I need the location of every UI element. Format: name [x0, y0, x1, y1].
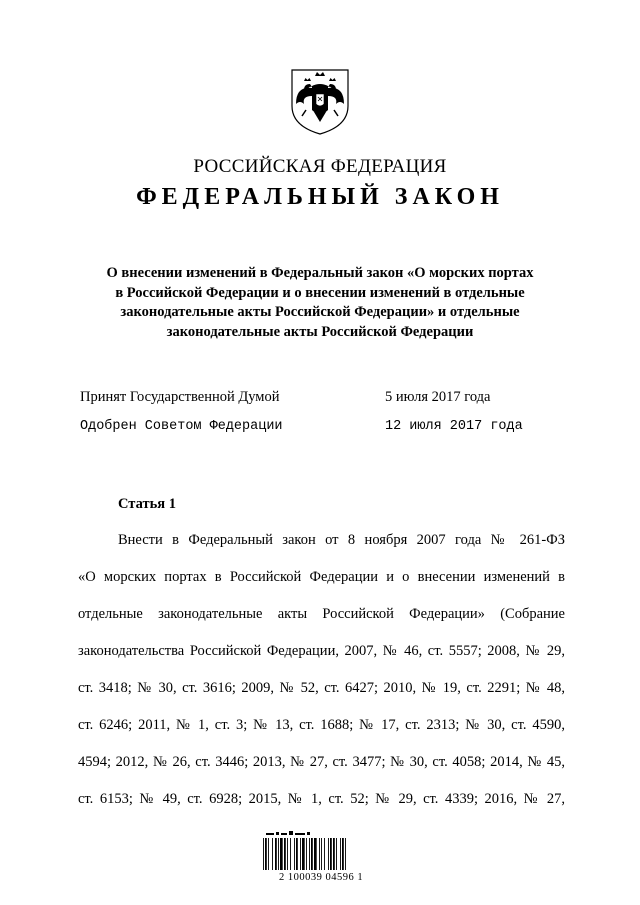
article-text-line: Внести в Федеральный закон от 8 ноября 2007 года № 261-ФЗ — [118, 532, 565, 548]
barcode-bar — [280, 838, 283, 870]
document-type: ФЕДЕРАЛЬНЫЙ ЗАКОН — [136, 184, 504, 210]
barcode-bar — [287, 838, 288, 870]
barcode-bar — [314, 838, 317, 870]
law-title — [80, 264, 560, 342]
article-text-line: отдельные законодательные акты Российской Федерации» (Собрание — [78, 606, 565, 622]
barcode-bar — [302, 838, 305, 870]
barcode-bar — [340, 838, 341, 870]
barcode-bar — [345, 838, 346, 870]
barcode-bar — [330, 838, 332, 870]
barcode-header-marks — [262, 828, 380, 837]
barcode-bar — [268, 838, 269, 870]
article-text-line: ст. 6246; 2011, № 1, ст. 3; № 13, ст. 1688; № 17, ст. 2313; № 30, ст. 4590, — [78, 717, 565, 733]
barcode-bar — [265, 838, 267, 870]
barcode-bar — [275, 838, 277, 870]
barcode — [262, 828, 380, 882]
barcode-bar — [324, 838, 325, 870]
adoption-label: Принят Государственной Думой — [80, 389, 280, 405]
barcode-bar — [328, 838, 329, 870]
country-name: РОССИЙСКАЯ ФЕДЕРАЦИЯ — [193, 156, 447, 177]
article-text-line: ст. 6153; № 49, ст. 6928; 2015, № 1, ст. 52; № 29, ст. 4339; 2016, № 27, — [78, 791, 565, 807]
barcode-bar — [336, 838, 337, 870]
barcode-bar — [321, 838, 322, 870]
barcode-bar — [306, 838, 307, 870]
adoption-date: 12 июля 2017 года — [385, 419, 523, 434]
barcode-bar — [296, 838, 298, 870]
barcode-bar — [309, 838, 310, 870]
barcode-bar — [300, 838, 301, 870]
barcode-bar — [284, 838, 286, 870]
adoption-label: Одобрен Советом Федерации — [80, 419, 283, 434]
article-text-line: законодательства Российской Федерации, 2007, № 46, ст. 5557; 2008, № 29, — [78, 643, 565, 659]
article-text-line: ст. 3418; № 30, ст. 3616; 2009, № 52, ст. 6427; 2010, № 19, ст. 2291; № 48, — [78, 680, 565, 696]
barcode-number: 2 100039 04596 1 — [278, 872, 364, 883]
barcode-bar — [263, 838, 264, 870]
law-title-line: законодательные акты Российской Федерации» и отдельные — [120, 304, 520, 320]
barcode-bar — [342, 838, 344, 870]
barcode-bar — [311, 838, 313, 870]
barcode-bar — [333, 838, 335, 870]
article-heading: Статья 1 — [118, 496, 176, 512]
barcode-bar — [272, 838, 273, 870]
adoption-date: 5 июля 2017 года — [385, 389, 491, 405]
law-title-line: О внесении изменений в Федеральный закон «О морских портах — [106, 265, 534, 281]
law-title-line: в Российской Федерации и о внесении изменений в отдельные — [115, 284, 525, 301]
russian-coat-of-arms-icon — [288, 66, 352, 136]
law-title-line: законодательные акты Российской Федерации — [166, 323, 474, 340]
barcode-bars — [262, 838, 380, 870]
barcode-bar — [278, 838, 279, 870]
barcode-bar — [319, 838, 320, 870]
article-text-line: 4594; 2012, № 26, ст. 3446; 2013, № 27, ст. 3477; № 30, ст. 4058; 2014, № 45, — [78, 754, 565, 770]
article-text-line: «О морских портах в Российской Федерации и о внесении изменений в — [78, 569, 565, 585]
barcode-bar — [294, 838, 295, 870]
barcode-bar — [290, 838, 291, 870]
